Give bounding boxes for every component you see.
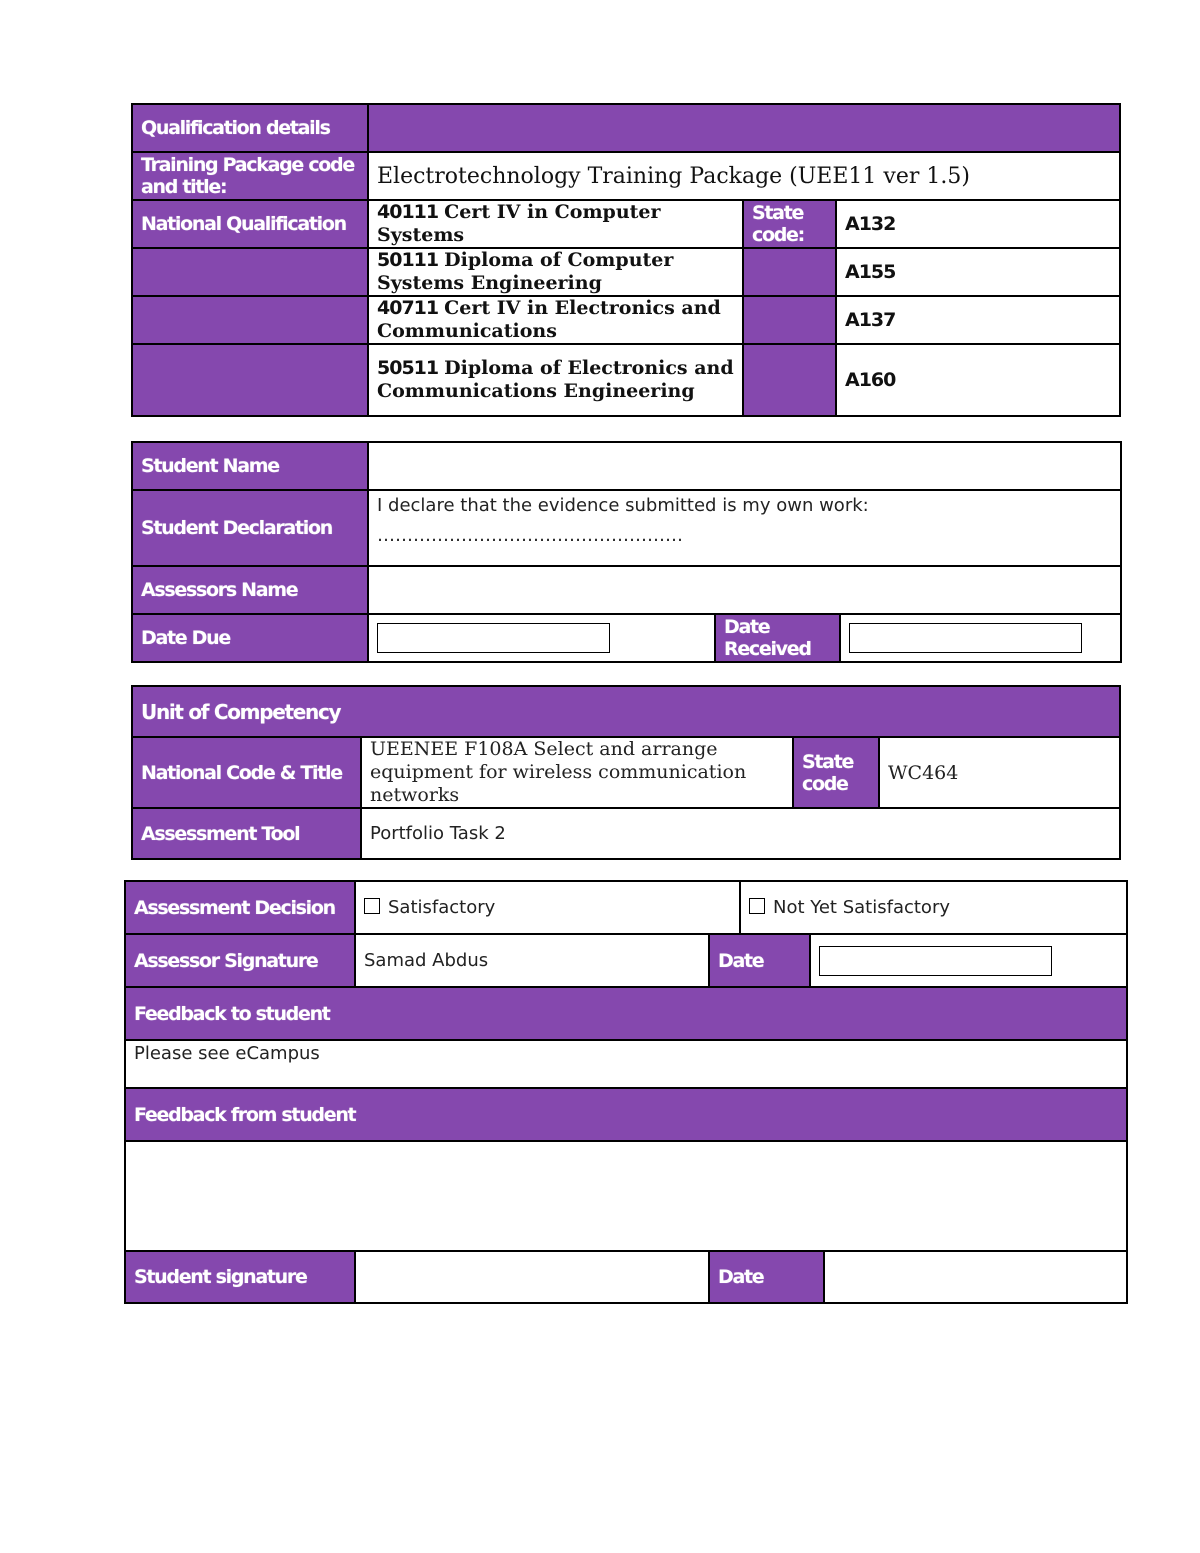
label-fill: [132, 296, 368, 344]
training-package-value: [368, 152, 1120, 200]
student-table: [131, 441, 1122, 663]
qualification-name: Diploma of Computer Systems Engineering: [377, 249, 674, 294]
qualification-name: Cert IV in Computer Systems: [377, 201, 661, 246]
student-signature-label: Student signature: [125, 1251, 355, 1303]
state-code-cell: [836, 248, 1120, 296]
assessment-tool-label: Assessment Tool: [132, 808, 361, 859]
student-name-label: Student Name: [132, 442, 368, 490]
feedback-to-student-field[interactable]: [125, 1040, 1127, 1088]
student-declaration-field[interactable]: [368, 490, 1121, 566]
satisfactory-label: Satisfactory: [388, 897, 496, 918]
national-code-title-label: National Code & Title: [132, 737, 361, 808]
national-code-title-cell: [361, 737, 793, 808]
unit-state-code-cell: [879, 737, 1120, 808]
declaration-signature-line: ……………………………………………: [377, 525, 683, 546]
student-signature-field[interactable]: [355, 1251, 709, 1303]
qualification-code: 40111: [377, 201, 439, 223]
qualification-code: 40711: [377, 297, 439, 319]
state-label-fill: [743, 296, 836, 344]
qualification-name: Cert IV in Electronics and Communications: [377, 297, 721, 342]
state-code-cell: [836, 296, 1120, 344]
student-name-field[interactable]: [368, 442, 1121, 490]
feedback-to-student-heading: Feedback to student: [125, 987, 1127, 1040]
not-yet-satisfactory-option[interactable]: [740, 881, 1127, 934]
label-fill: [132, 248, 368, 296]
assessors-name-label: Assessors Name: [132, 566, 368, 614]
assessment-tool-value: Portfolio Task 2: [370, 823, 506, 844]
student-declaration-label: Student Declaration: [132, 490, 368, 566]
assessment-tool-cell: [361, 808, 1120, 859]
satisfactory-checkbox[interactable]: [364, 898, 380, 914]
qualification-details-header-fill: [368, 104, 1120, 152]
not-yet-satisfactory-checkbox[interactable]: [749, 898, 765, 914]
qualification-details-heading: Qualification details: [132, 104, 368, 152]
date-due-label: Date Due: [132, 614, 368, 662]
date-received-label: Date Received: [715, 614, 840, 662]
student-date-label: Date: [709, 1251, 824, 1303]
assessor-signature-value: Samad Abdus: [364, 950, 489, 971]
state-code-value: A132: [845, 213, 896, 235]
assessor-date-field[interactable]: [819, 946, 1052, 976]
qualification-row: [368, 344, 743, 416]
qualification-name: Diploma of Electronics and Communications Engineering: [377, 357, 734, 402]
qualification-table: [131, 103, 1121, 417]
state-code-label: State code:: [743, 200, 836, 248]
state-label-fill: [743, 344, 836, 416]
label-fill: [132, 344, 368, 416]
state-code-cell: [836, 344, 1120, 416]
qualification-row: [368, 200, 743, 248]
assessor-date-label: Date: [709, 934, 810, 987]
declaration-text: I declare that the evidence submitted is my own work:: [377, 495, 869, 516]
training-package-label: Training Package code and title:: [132, 152, 368, 200]
state-code-value: A155: [845, 261, 896, 283]
unit-table: [131, 685, 1121, 860]
assessors-name-field[interactable]: [368, 566, 1121, 614]
national-qualification-label: National Qualification: [132, 200, 368, 248]
state-code-value: A160: [845, 369, 896, 391]
qualification-code: 50511: [377, 357, 439, 379]
state-code-value: A137: [845, 309, 896, 331]
assessment-decision-table: [124, 880, 1128, 1304]
date-due-cell: [368, 614, 715, 662]
assessor-signature-label: Assessor Signature: [125, 934, 355, 987]
date-due-field[interactable]: [377, 623, 610, 653]
feedback-to-student-value: Please see eCampus: [134, 1043, 320, 1064]
unit-heading: Unit of Competency: [132, 686, 1120, 737]
state-code-cell: [836, 200, 1120, 248]
unit-state-code-label: State code: [793, 737, 879, 808]
assessment-decision-label: Assessment Decision: [125, 881, 355, 934]
feedback-from-student-field[interactable]: [125, 1141, 1127, 1251]
qualification-code: 50111: [377, 249, 439, 271]
qualification-row: [368, 248, 743, 296]
assessor-signature-cell[interactable]: [355, 934, 709, 987]
national-code-title-value: UEENEE F108A Select and arrange equipment for wireless communication networks: [370, 738, 747, 806]
not-yet-satisfactory-label: Not Yet Satisfactory: [773, 897, 950, 918]
assessor-date-cell: [810, 934, 1127, 987]
satisfactory-option[interactable]: [355, 881, 740, 934]
state-label-fill: [743, 248, 836, 296]
feedback-from-student-heading: Feedback from student: [125, 1088, 1127, 1141]
date-received-field[interactable]: [849, 623, 1082, 653]
qualification-row: [368, 296, 743, 344]
unit-state-code-value: WC464: [888, 761, 959, 784]
training-package-text: Electrotechnology Training Package (UEE11 ver 1.5): [377, 163, 970, 189]
student-date-field[interactable]: [824, 1251, 1127, 1303]
date-received-cell: [840, 614, 1121, 662]
